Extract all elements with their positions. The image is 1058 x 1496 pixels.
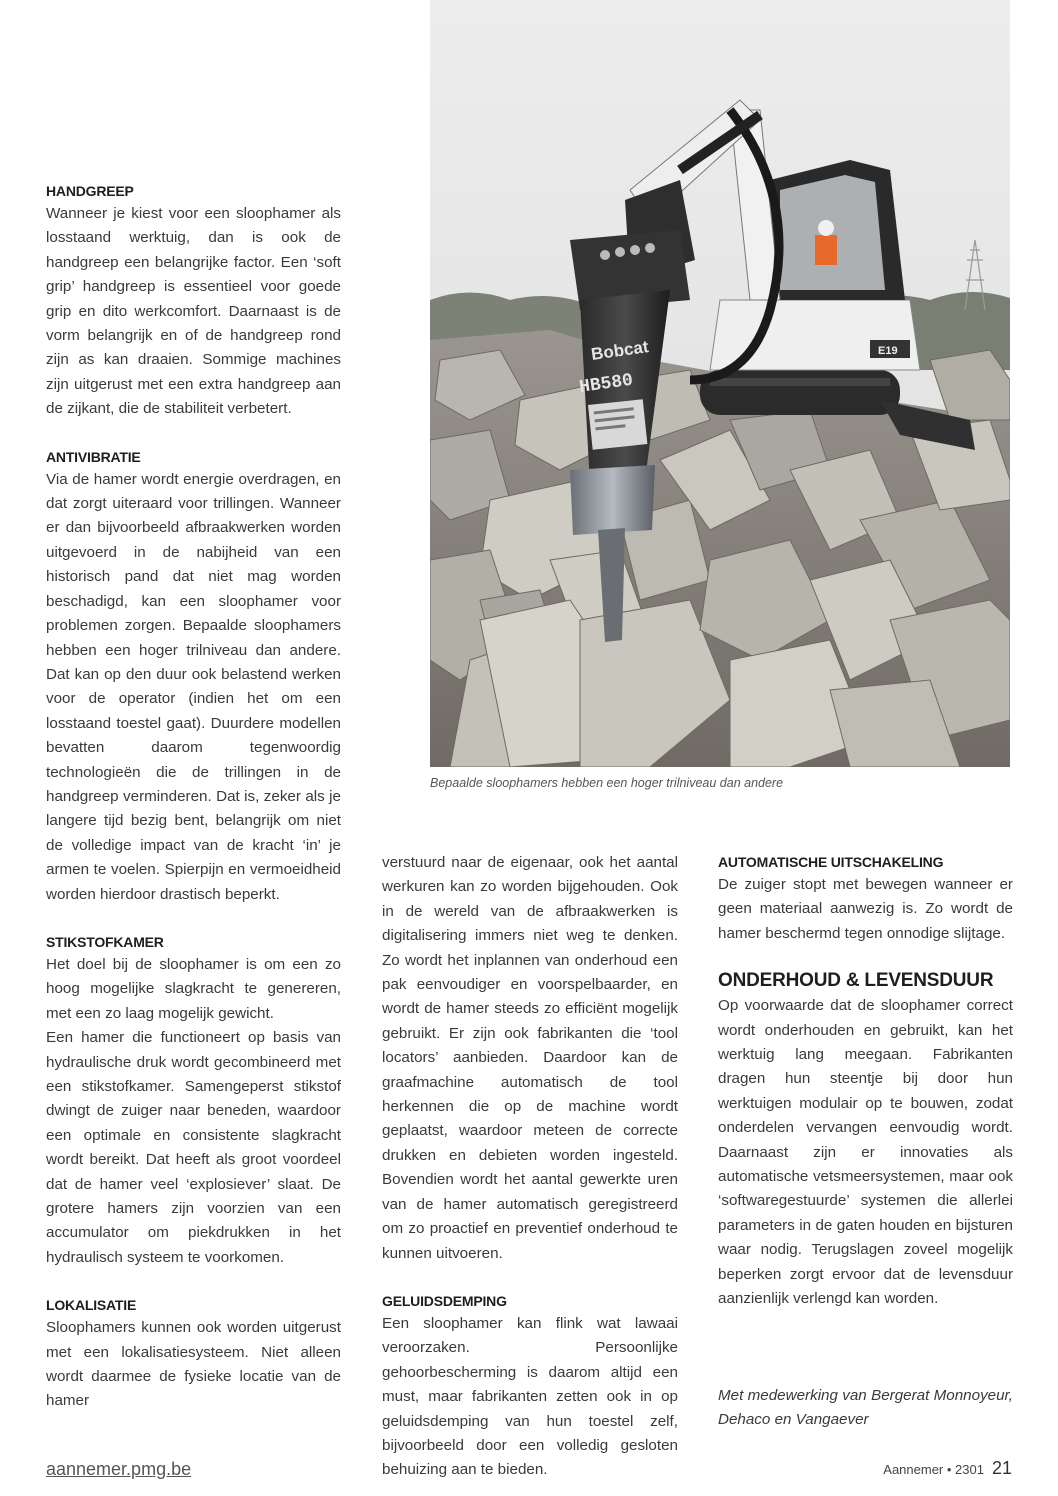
article-photo: [430, 0, 1010, 767]
paragraph-antivibratie: Via de hamer wordt energie overdragen, en dat zorgt uiteraard voor trillingen. Wanneer er dan bijvoorbeeld afbraakwerken worden uitgevoerd in de nabijheid van een historisch pand dat niet mag worden beschadigd, kan een sloophamer voor problemen zorgen. Bepaalde sloophamers hebben een hoger trilniveau dan andere. Dat kan op den duur ook belastend werken voor de operator (indien het om een losstaand toestel gaat). Duurdere modellen bevatten daarom tegenwoordig technologieën die de trillingen in de handgreep verminderen. Dat is, zeker als je langere tijd bezig bent, belangrijk om niet de volledige impact van de kracht ‘in’ je armen te voelen. Spierpijn en vermoeidheid worden hierdoor drastisch beperkt.: [46, 470, 341, 903]
photo-caption: Bepaalde sloophamers hebben een hoger trilniveau dan andere: [430, 776, 784, 790]
paragraph-stikstofkamer-1: Het doel bij de sloophamer is om een zo hoog mogelijke slagkracht te genereren, met een zo laag mogelijk gewicht.: [46, 955, 341, 1022]
paragraph-lokalisatie: Sloophamers kunnen ook worden uitgerust met een lokalisatiesysteem. Niet alleen wordt daarmee de fysieke locatie van de hamer: [46, 1319, 341, 1410]
section-heading-handgreep: HANDGREEP: [46, 183, 134, 199]
hammer-brand-label: Bobcat: [589, 337, 650, 364]
section-heading-lokalisatie: LOKALISATIE: [46, 1297, 137, 1314]
footer-issue: Aannemer • 2301: [883, 1462, 984, 1477]
credit-line: Met medewerking van Bergerat Monnoyeur, Dehaco en Vangaever: [718, 1386, 1013, 1428]
hammer-model-label: HB580: [578, 370, 635, 398]
page-number: 21: [991, 1458, 1012, 1478]
footer-page-info: [883, 1458, 1012, 1479]
paragraph-handgreep: Wanneer je kiest voor een sloophamer als losstaand werktuig, dan is ook de handgreep een belangrijke factor. Een ‘soft grip’ handgreep is essentieel voor goede grip en dito werkcomfort. Daarnaast is de vorm belangrijk en of de handgreep rond zijn as kan draaien. Sommige machines zijn uitgerust met een extra handgreep aan de zijkant, die de stabiliteit verbetert.: [46, 205, 341, 418]
column-3: [718, 851, 1013, 1432]
paragraph-onderhoud: Op voorwaarde dat de sloophamer correct wordt onderhouden en gebruikt, kan het werktuig lang meegaan. Fabrikanten dragen hun steentje bij door hun werktuigen modulair op te bouwen, zodat onderdelen vervangen eenvoudig wordt. Daarnaast zijn er innovaties als automatische vetsmeersystemen, maar ook ‘softwaregestuurde’ systemen die allerlei parameters in de gaten houden en bijsturen waar nodig. Terugslagen zoveel mogelijk beperken zorgt ervoor dat de levensduur aanzienlijk verlengd kan worden.: [718, 997, 1013, 1308]
section-heading-antivibratie: ANTIVIBRATIE: [46, 448, 141, 465]
section-heading-stikstofkamer: STIKSTOFKAMER: [46, 933, 164, 950]
column-1: [46, 180, 341, 1414]
footer-site-link[interactable]: aannemer.pmg.be: [46, 1459, 192, 1479]
paragraph-geluidsdemping: Een sloophamer kan flink wat lawaai veroorzaken. Persoonlijke gehoorbescherming is daarom altijd een must, maar fabrikanten zetten ook in op geluidsdemping van hun toestel zelf, bijvoorbeeld door een volledig gesloten behuizing aan te bieden.: [382, 1314, 678, 1479]
column-2: [382, 851, 678, 1483]
section-heading-onderhoud: ONDERHOUD & LEVENSDUUR: [718, 970, 994, 992]
paragraph-stikstofkamer-2: Een hamer die functioneert op basis van hydraulische druk wordt gecombineerd met een stikstofkamer. Samengeperst stikstof dwingt de zuiger naar beneden, waardoor een optimale en consistente slagkracht wordt bereikt. Dat heeft als groot voordeel dat de hamer veel ‘explosiever’ slaat. De grotere hamers zijn voorzien van een accumulator om piekdrukken in het hydraulisch systeem te voorkomen.: [46, 1029, 341, 1266]
section-heading-uitschakeling: AUTOMATISCHE UITSCHAKELING: [718, 854, 944, 870]
paragraph-lokalisatie-continued: verstuurd naar de eigenaar, ook het aantal werkuren kan zo worden bijgehouden. Ook in de wereld van de afbraakwerken is digitalisering immers niet weg te denken. Zo wordt het inplannen van onderhoud een pak eenvoudiger en voorspelbaarder, en wordt de hamer steeds zo efficiënt mogelijk gebruikt. Er zijn ook fabrikanten die ‘tool locators’ aanbieden. Daardoor kan de graafmachine automatisch de tool herkennen die op de machine wordt geplaatst, waardoor meteen de correcte drukken en debieten worden ingesteld. Bovendien wordt het aantal gewerkte uren van de hamer automatisch geregistreerd om zo proactief en preventief onderhoud te kunnen uitvoeren.: [382, 854, 678, 1262]
section-heading-geluidsdemping: GELUIDSDEMPING: [382, 1292, 507, 1309]
excavator-badge: E19: [878, 345, 898, 357]
paragraph-uitschakeling: De zuiger stopt met bewegen wanneer er geen materiaal aanwezig is. Zo wordt de hamer beschermd tegen onnodige slijtage.: [718, 876, 1013, 942]
